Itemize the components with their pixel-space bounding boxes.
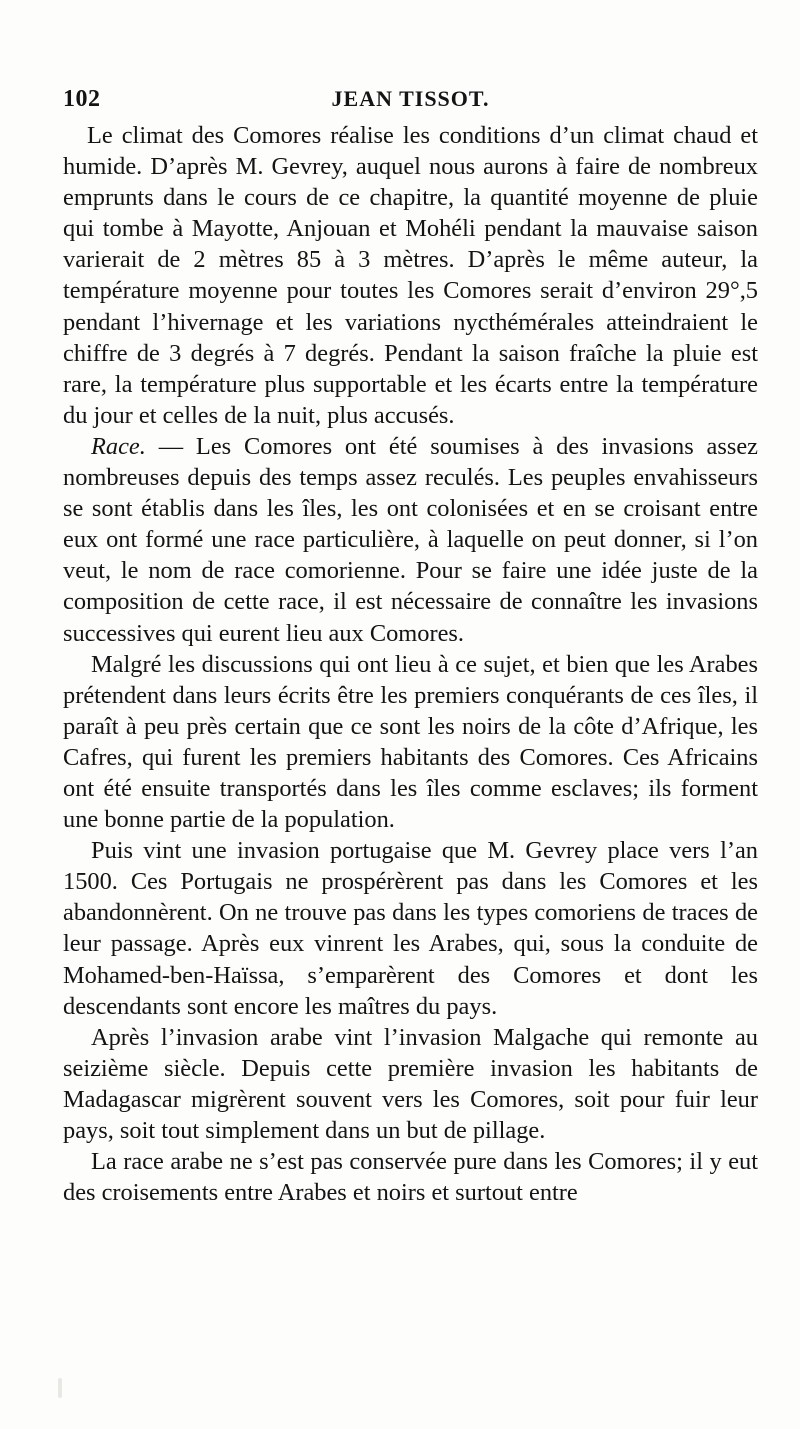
page-number: 102 [63,86,101,112]
paper-speck [58,1378,62,1398]
paragraph-first-inhabitants: Malgré les discussions qui ont lieu à ce sujet, et bien que les Arabes prétendent dans leurs écrits être les premiers conquérants de ces îles, il paraît à peu près certain que ce sont les noirs de la côte d’Afrique, les Cafres, qui furent les premiers habitants des Comores. Ces Africains ont été ensuite transportés dans les îles comme esclaves; ils forment une bonne partie de la population. [63,650,758,834]
running-title: JEAN TISSOT. [331,86,490,111]
paragraph-arab-race: La race arabe ne s’est pas conservée pure dans les Comores; il y eut des croisements entre Arabes et noirs et surtout entre [63,1148,758,1207]
paragraph-malagasy-invasion: Après l’invasion arabe vint l’invasion Malgache qui remonte au seizième siècle. Depuis cette première invasion les habitants de Madagascar migrèrent souvent vers les Comores, soit pour fuir leur pays, soit tout simplement dans un but de pillage. [63,1023,758,1144]
section-heading-race: Race. [91,432,146,460]
page-header [63,86,758,118]
body-text [63,120,758,1208]
paragraph-climate: Le climat des Comores réalise les conditions d’un climat chaud et humide. D’après M. Gevrey, auquel nous aurons à faire de nombreux emprunts dans le cours de ce chapitre, la quantité moyenne de pluie qui tombe à Mayotte, Anjouan et Mohéli pendant la mauvaise saison varierait de 2 mètres 85 à 3 mètres. D’après le même auteur, la température moyenne pour toutes les Comores serait d’environ 29°,5 pendant l’hivernage et les variations nycthémérales atteindraient le chiffre de 3 degrés à 7 degrés. Pendant la saison fraîche la pluie est rare, la température plus supportable et les écarts entre la température du jour et celles de la nuit, plus accusés. [63,122,758,429]
paragraph-portuguese-arab-invasion: Puis vint une invasion portugaise que M. Gevrey place vers l’an 1500. Ces Portugais ne prospérèrent pas dans les Comores et les abandonnèrent. On ne trouve pas dans les types comoriens de traces de leur passage. Après eux vinrent les Arabes, qui, sous la conduite de Mohamed-ben-Haïssa, s’emparèrent des Comores et dont les descendants sont encore les maîtres du pays. [63,837,758,1020]
paragraph-race-text: — Les Comores ont été soumises à des invasions assez nombreuses depuis des temps assez reculés. Les peuples envahisseurs se sont établis dans les îles, les ont colonisées et en se croisant entre eux ont formé une race particulière, à laquelle on peut donner, si l’on veut, le nom de race comorienne. Pour se faire une idée juste de la composition de cette race, il est nécessaire de connaître les invasions successives qui eurent lieu aux Comores. [63,432,758,647]
paragraph-race [63,431,758,649]
